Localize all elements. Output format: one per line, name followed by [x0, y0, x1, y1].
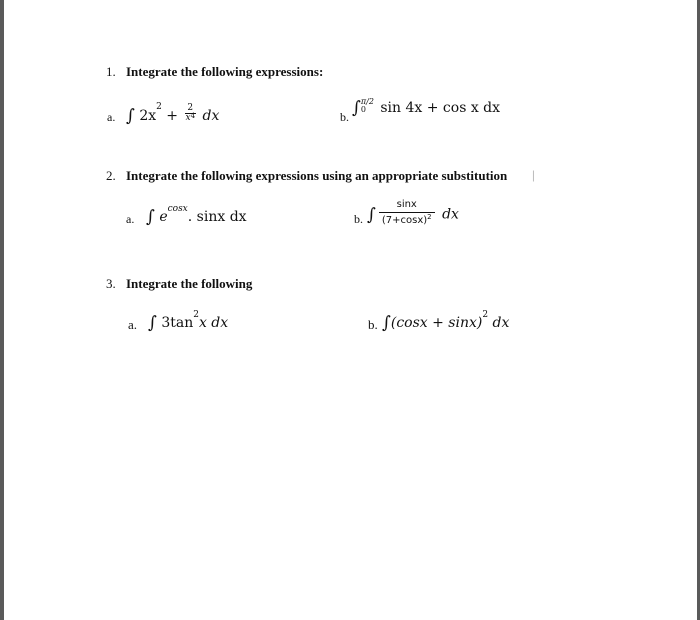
question-3a-label: a.	[128, 317, 138, 332]
integral-limits: π/2 0	[360, 97, 374, 114]
question-1-number: 1.	[106, 64, 116, 79]
integral-sign: ∫	[367, 204, 376, 225]
question-2a-label: a.	[126, 212, 135, 226]
fraction: $\frac{2}{x^4}$	[185, 103, 196, 124]
integral-sign: ∫	[352, 98, 361, 118]
integral-sign: ∫	[148, 313, 157, 333]
question-3-number: 3.	[106, 276, 116, 291]
question-2-title: Integrate the following expressions using an appropriate substitution	[126, 168, 508, 183]
question-1a-label: a.	[107, 110, 116, 124]
question-2b-label: b.	[354, 212, 363, 226]
integral-sign: ∫	[382, 313, 391, 333]
question-3b-label: b.	[368, 317, 378, 332]
integral-sign: ∫	[146, 207, 155, 227]
question-2a-expression: ∫ $e^{cosx}$. sinx dx	[146, 204, 247, 227]
question-1b-label: b.	[340, 110, 349, 124]
question-2b-expression: ∫ $\frac{\sin x}{(7+\cos x)^2}$ dx	[367, 199, 459, 226]
question-3b-expression: $\int(\cos x + \sin x)^2$ dx	[382, 310, 510, 333]
integral-sign: ∫	[126, 105, 135, 126]
question-1a-expression: ∫ $2x^2$ + $\frac{2}{x^4}$ dx	[126, 102, 220, 126]
question-2-number: 2.	[106, 168, 116, 183]
question-1-title: Integrate the following expressions:	[126, 64, 324, 79]
document-page	[4, 0, 697, 620]
question-1b-expression: ∫ π/2 0 sin 4x + cos x dx	[352, 97, 501, 118]
text-cursor: |	[532, 167, 535, 182]
question-3a-expression: ∫ $3\tan^2x$ dx	[148, 310, 229, 333]
fraction: $\frac{\sin x}{(7+\cos x)^2}$	[379, 198, 435, 227]
question-3-title: Integrate the following	[126, 276, 253, 291]
